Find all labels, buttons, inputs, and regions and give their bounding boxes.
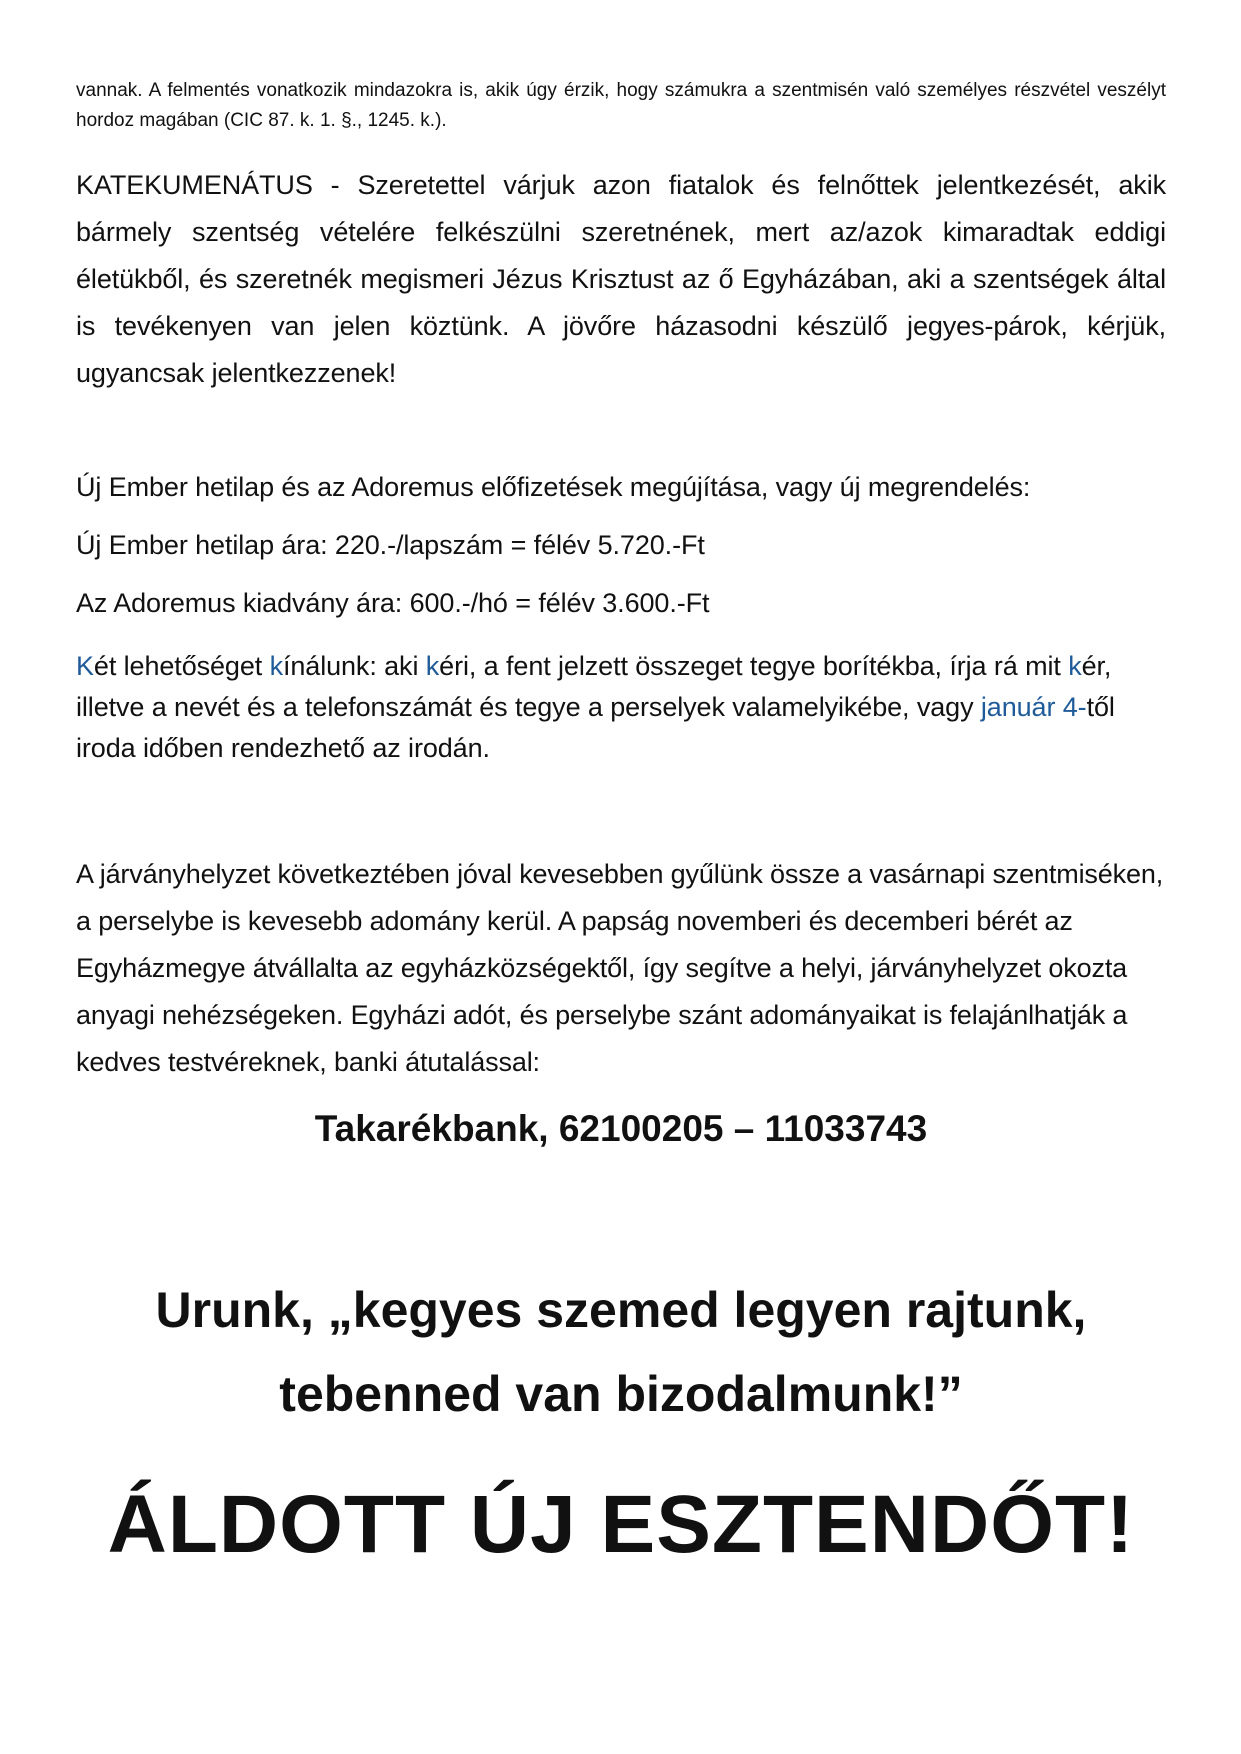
subscription-heading: Új Ember hetilap és az Adoremus előfizetések megújítása, vagy új megrendelés: — [76, 472, 1031, 502]
adoremus-price: Az Adoremus kiadvány ára: 600.-/hó = félév 3.600.-Ft — [76, 588, 710, 618]
katekumenatus-paragraph: KATEKUMENÁTUS - Szeretettel várjuk azon fiatalok és felnőttek jelentkezését, akik bármely szentség vételére felkészülni szeretnének, mert az/azok kimaradtak eddigi életükből, és szeretnék megismeri Jézus Krisztust az ő Egyházában, aki a szentségek által is tevékenyen van jelen köztünk. A jövőre házasodni készülő jegyes-párok, kérjük, ugyancsak jelentkezzenek! — [76, 170, 1166, 388]
blessing-line-1: Urunk, „kegyes szemed legyen rajtunk, — [155, 1282, 1087, 1338]
highlight-k: k — [1068, 651, 1082, 681]
highlight-k: k — [425, 651, 440, 681]
bank-account: Takarékbank, 62100205 – 11033743 — [314, 1108, 928, 1149]
blessing-quote — [76, 1268, 1166, 1436]
highlight-k: k — [269, 651, 283, 681]
offer-paragraph: Két lehetőséget kínálunk: aki kéri, a fent jelzett összeget tegye borítékba, írja rá mit kér, illetve a nevét és a telefonszámát és tegye a perselyek valamelyikébe, vagy január 4-től iroda időben rendezhető az irodán. — [76, 651, 1115, 763]
epidemic-paragraph: A járványhelyzet következtében jóval kevesebben gyűlünk össze a vasárnapi szentmiséken, a perselybe is kevesebb adomány kerül. A papság novemberi és decemberi bérét az Egyházmegye átvállalta az egyházközségektől, így segítve a helyi, járványhelyzet okozta anyagi nehézségeken. Egyházi adót, és perselybe szánt adományaikat is felajánlhatják a kedves testvéreknek, banki átutalással: — [76, 859, 1164, 1077]
highlight-k: K — [76, 651, 94, 681]
highlight-date: január 4- — [980, 692, 1087, 722]
blessing-line-2: tebenned van bizodalmunk!” — [279, 1366, 963, 1422]
uj-ember-price: Új Ember hetilap ára: 220.-/lapszám = félév 5.720.-Ft — [76, 530, 705, 560]
new-year-greeting: ÁLDOTT ÚJ ESZTENDŐT! — [107, 1479, 1135, 1570]
intro-paragraph: vannak. A felmentés vonatkozik mindazokra is, akik úgy érzik, hogy számukra a szentmisén való személyes részvétel veszélyt hordoz magában (CIC 87. k. 1. §., 1245. k.). — [76, 80, 1166, 131]
